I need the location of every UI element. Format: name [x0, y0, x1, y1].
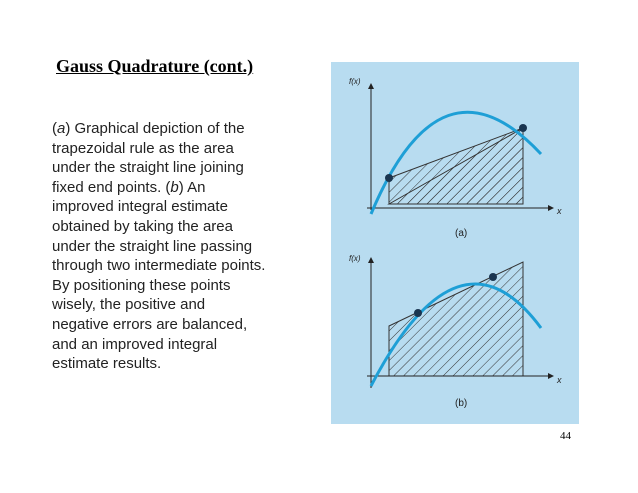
- panel-a: [349, 77, 562, 239]
- caption-line: negative errors are balanced,: [52, 315, 248, 333]
- caption-line: By positioning these points: [52, 276, 231, 294]
- panel-label-a: (a): [455, 228, 468, 239]
- caption-line: fixed end points. (b) An: [52, 178, 206, 196]
- figure-caption: [52, 119, 324, 374]
- y-axis-label-b: f(x): [349, 254, 361, 263]
- y-axis-label-a: f(x): [349, 77, 361, 86]
- caption-line: under the straight line passing: [52, 237, 253, 255]
- trapezoid-region-a: [389, 128, 523, 204]
- caption-line: through two intermediate points.: [52, 257, 266, 275]
- caption-line: and an improved integral: [52, 335, 218, 353]
- x-axis-label-b: x: [557, 375, 562, 385]
- quadrature-figure: [331, 62, 579, 424]
- x-axis-label-a: x: [557, 206, 562, 216]
- end-point-left-a: [385, 174, 393, 182]
- caption-line: (a) Graphical depiction of the: [52, 120, 245, 137]
- caption-line: wisely, the positive and: [52, 296, 206, 314]
- caption-line: estimate results.: [52, 355, 162, 373]
- caption-line: under the straight line joining: [52, 159, 244, 177]
- panel-label-b: (b): [455, 398, 468, 409]
- caption-line: obtained by taking the area: [52, 217, 233, 235]
- gauss-point-1-b: [414, 309, 422, 317]
- caption-line: improved integral estimate: [52, 198, 228, 216]
- page-number: 44: [560, 430, 571, 442]
- panel-b: [349, 254, 562, 409]
- figure-svg: [331, 62, 579, 424]
- trapezoid-region-b: [389, 262, 523, 376]
- end-point-right-a: [519, 124, 527, 132]
- gauss-point-2-b: [489, 273, 497, 281]
- caption-line: trapezoidal rule as the area: [52, 139, 234, 157]
- slide-title: Gauss Quadrature (cont.): [56, 56, 254, 76]
